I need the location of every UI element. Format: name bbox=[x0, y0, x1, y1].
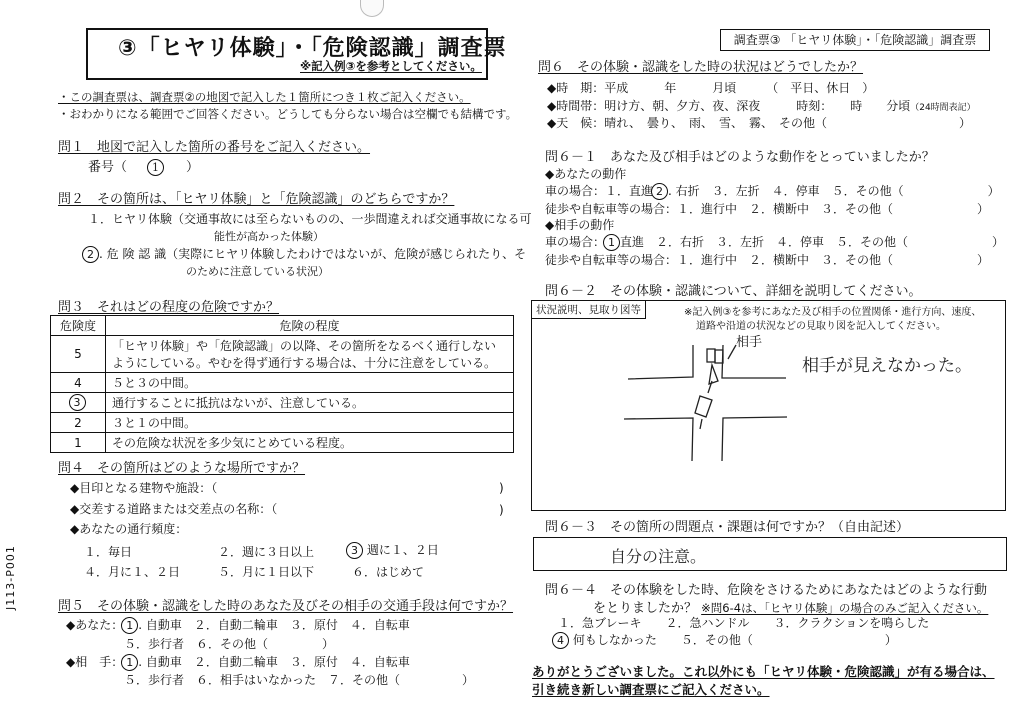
table-header-degree: 危険の程度 bbox=[106, 316, 514, 336]
sketch-note-1: ※記入例③を参考にあなた及び相手の位置関係・進行方向、速度、 bbox=[684, 307, 982, 318]
q61-opponent-pedestrian[interactable]: 徒歩や自転車等の場合：１．進行中 ２．横断中 ３．その他（ ） bbox=[545, 253, 990, 267]
table-header-level: 危険度 bbox=[51, 316, 106, 336]
table-header-row bbox=[51, 316, 514, 336]
freq-option-monthly[interactable]: ４．月に１、２日 bbox=[84, 565, 181, 579]
q64-circled-answer: 4 bbox=[552, 632, 569, 649]
q64-label-2-text: をとりましたか？ bbox=[593, 601, 698, 616]
q4-circled-answer: 3 bbox=[346, 542, 363, 559]
q4-landmark-field[interactable]: ◆目印となる建物や施設：（ bbox=[70, 481, 218, 495]
danger-level-circled bbox=[51, 393, 106, 413]
intro-line-1: ・この調査票は、調査票②の地図で記入した１箇所につき１枚ご記入ください。 bbox=[58, 90, 471, 104]
q2-circled-answer: 2 bbox=[82, 246, 99, 263]
q4-intersection-field[interactable]: ◆交差する道路または交差点の名称：（ bbox=[70, 502, 278, 516]
q5-opponent-circled: 1 bbox=[121, 654, 138, 671]
q2-option-2-cont: のために注意している状況） bbox=[186, 265, 329, 278]
intersection-sketch bbox=[532, 301, 1005, 510]
q63-free-text-box[interactable] bbox=[533, 537, 1007, 571]
q61-you-heading: ◆あなたの動作 bbox=[545, 167, 627, 181]
q62-label: 問６－２ その体験・認識について、詳細を説明してください。 bbox=[545, 284, 922, 299]
q61-opponent-car-text-b: 直進 ２．右折 ３．左折 ４．停車 ５．その他（ ） bbox=[620, 235, 1005, 249]
q1-field-close: ） bbox=[186, 160, 200, 175]
q61-label: 問６－１ あなた及び相手はどのような動作をとっていましたか？ bbox=[545, 150, 935, 165]
q4-label: 問４ その箇所はどのような場所ですか？ bbox=[58, 461, 306, 476]
q5-you-options-2[interactable]: ５．歩行者 ６．その他（ bbox=[124, 637, 269, 651]
q64-options-row-2-text: 何もしなかった ５．その他（ ） bbox=[569, 633, 897, 647]
sketch-partner-label: 相手 bbox=[736, 335, 763, 350]
q2-option-2-text: . 危 険 認 識（実際にヒヤリ体験したわけではないが、危険が感じられたり、そ bbox=[99, 247, 527, 261]
q3-circled-answer: 3 bbox=[69, 394, 86, 411]
side-code: J113-P001 bbox=[4, 545, 17, 610]
freq-option-first[interactable]: ６．はじめて bbox=[352, 565, 425, 579]
q64-note: ※問6-4は、「ヒヤリ体験」の場合のみご記入ください。 bbox=[701, 601, 989, 615]
sketch-handwritten-note: 相手が見えなかった。 bbox=[802, 356, 972, 376]
q5-you-row[interactable] bbox=[66, 616, 410, 634]
q4-frequency-label: ◆あなたの通行頻度： bbox=[70, 522, 188, 536]
danger-description: ３と１の中間。 bbox=[106, 413, 514, 433]
q3-label: 問３ それはどの程度の危険ですか？ bbox=[58, 300, 280, 315]
q5-opponent-options-2[interactable]: ５．歩行者 ６．相手はいなかった ７．その他（ bbox=[124, 673, 401, 687]
q2-option-1-cont: 能性が高かった体験） bbox=[214, 230, 324, 243]
q1-circled-answer: 1 bbox=[147, 159, 164, 176]
intro-line-2: ・おわかりになる範囲でご回答ください。どうしても分らない場合は空欄でも結構です。 bbox=[58, 107, 518, 121]
freq-option-daily[interactable]: １．毎日 bbox=[84, 545, 133, 559]
freq-option-rare[interactable]: ５．月に１日以下 bbox=[218, 565, 315, 579]
danger-description: ５と３の中間。 bbox=[106, 373, 514, 393]
q2-option-2[interactable] bbox=[84, 245, 526, 263]
q64-label-1: 問６－４ その体験をした時、危険をさけるためにあなたはどのような行動 bbox=[545, 583, 988, 598]
q5-you-close: ） bbox=[322, 637, 335, 651]
punch-hole bbox=[360, 0, 384, 17]
q61-you-circled: 2 bbox=[651, 183, 668, 200]
danger-level-table bbox=[50, 315, 514, 453]
header-right-label: 調査票③ 「ヒヤリ体験」・「危険認識」調査票 bbox=[720, 29, 990, 51]
q64-options-row-2[interactable] bbox=[554, 631, 897, 649]
q63-label: 問６－３ その箇所の問題点・課題は何ですか？（自由記述） bbox=[545, 520, 910, 535]
q5-opponent-label: ◆相 手： bbox=[66, 655, 124, 669]
freq-option-weekly[interactable] bbox=[348, 541, 439, 559]
q4-landmark-close: ) bbox=[499, 481, 504, 495]
table-row[interactable] bbox=[51, 433, 514, 453]
q6-timezone-note: （24時間表記） bbox=[910, 103, 976, 113]
title-note: ※記入例③を参考としてください。 bbox=[300, 59, 482, 73]
freq-option-weekly-text: 週に１、２日 bbox=[363, 543, 439, 557]
q61-you-car-text-b: . 右折 ３．左折 ４．停車 ５．その他（ ） bbox=[668, 184, 1000, 198]
q5-opponent-close: ） bbox=[462, 673, 475, 687]
sketch-note-2: 道路や沿道の状況などの見取り図を記入してください。 bbox=[696, 321, 946, 332]
table-row[interactable] bbox=[51, 393, 514, 413]
danger-description: 通行することに抵抗はないが、注意している。 bbox=[106, 393, 514, 413]
q61-opponent-car-text-a: 車の場合： bbox=[545, 235, 606, 249]
q64-options-row-1[interactable]: １．急ブレーキ ２．急ハンドル ３．クラクションを鳴らした bbox=[558, 616, 930, 630]
q6-timezone-text: ◆時間帯：明け方、朝、夕方、夜、深夜 時刻： 時 分頃 bbox=[547, 99, 911, 113]
q5-you-options: . 自動車 ２．自動二輪車 ３．原付 ４．自転車 bbox=[138, 618, 410, 632]
page-title: ③「ヒヤリ体験」・「危険認識」調査票 bbox=[118, 36, 507, 61]
danger-level: 2 bbox=[51, 413, 106, 433]
danger-level: 4 bbox=[51, 373, 106, 393]
q6-timezone-field[interactable] bbox=[547, 97, 976, 114]
danger-description: 「ヒヤリ体験」や「危険認識」の以降、その箇所をなるべく通行しない ようにしている。やむを得ず通行する場合は、十分に注意をしている。 bbox=[106, 336, 514, 373]
table-row[interactable] bbox=[51, 413, 514, 433]
q6-label: 問６ その体験・認識をした時の状況はどうでしたか？ bbox=[538, 60, 864, 75]
q5-you-circled: 1 bbox=[121, 617, 138, 634]
danger-level: 1 bbox=[51, 433, 106, 453]
q1-field-label: 番号（ bbox=[88, 160, 128, 175]
table-row[interactable] bbox=[51, 336, 514, 373]
q6-weather-field[interactable]: ◆天 候：晴れ、 曇り、 雨、 雪、 霧、 その他（ ） bbox=[547, 116, 971, 130]
table-row[interactable] bbox=[51, 373, 514, 393]
sketch-box[interactable] bbox=[531, 300, 1006, 511]
closing-line-1: ありがとうございました。これ以外にも「ヒヤリ体験・危険認識」が有る場合は、 bbox=[532, 664, 995, 679]
q61-you-car[interactable] bbox=[545, 182, 1000, 200]
q61-you-pedestrian[interactable]: 徒歩や自転車等の場合：１．進行中 ２．横断中 ３．その他（ ） bbox=[545, 202, 990, 216]
sketch-box-label: 状況説明、見取り図等 bbox=[532, 301, 646, 319]
q61-opponent-heading: ◆相手の動作 bbox=[545, 218, 615, 232]
q1-label: 問１ 地図で記入した箇所の番号をご記入ください。 bbox=[58, 140, 371, 155]
q6-period-field[interactable]: ◆時 期：平成 年 月頃 （ 平日、休日 ） bbox=[547, 81, 875, 95]
q61-opponent-circled: 1 bbox=[603, 234, 620, 251]
q61-opponent-car[interactable] bbox=[545, 233, 1004, 251]
q5-opponent-row[interactable] bbox=[66, 653, 410, 671]
q61-you-car-text-a: 車の場合：１．直進 bbox=[545, 184, 654, 198]
q63-handwritten-answer: 自分の注意。 bbox=[610, 547, 707, 566]
q2-label: 問２ その箇所は、「ヒヤリ体験」と「危険認識」のどちらですか？ bbox=[58, 192, 455, 207]
q2-option-1[interactable]: １．ヒヤリ体験（交通事故には至らないものの、一歩間違えれば交通事故になる可 bbox=[88, 212, 532, 226]
danger-level: 5 bbox=[51, 336, 106, 373]
freq-option-3days[interactable]: ２．週に３日以上 bbox=[218, 545, 315, 559]
q5-opponent-options: . 自動車 ２．自動二輪車 ３．原付 ４．自転車 bbox=[138, 655, 410, 669]
q5-label: 問５ その体験・認識をした時のあなた及びその相手の交通手段は何ですか？ bbox=[58, 599, 514, 614]
q4-intersection-close: ) bbox=[499, 503, 504, 517]
closing-line-2: 引き続き新しい調査票にご記入ください。 bbox=[532, 682, 770, 697]
q1-number-field[interactable] bbox=[88, 156, 199, 176]
danger-description: その危険な状況を多少気にとめている程度。 bbox=[106, 433, 514, 453]
q5-you-label: ◆あなた： bbox=[66, 618, 124, 632]
